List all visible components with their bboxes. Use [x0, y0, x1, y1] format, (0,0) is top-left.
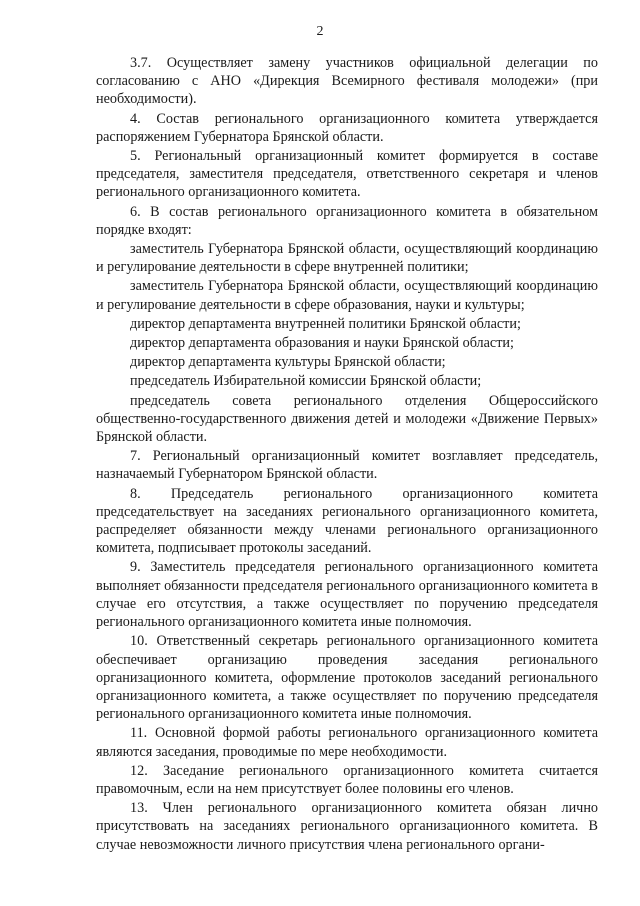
paragraph-5: 5. Региональный организационный комитет формируется в составе председателя, заместителя председателя, ответственного секретаря и членов регионального организационного комитета.: [96, 148, 598, 201]
list-item-deputy-governor-education: заместитель Губернатора Брянской области, осуществляющий координацию и регулирование деятельности в сфере образования, науки и культуры;: [96, 278, 598, 313]
paragraph-8: 8. Председатель регионального организационного комитета председательствует на заседаниях регионального организационного комитета, распределяет обязанности между членами регионального организационного комитета, подписывает протоколы заседаний.: [96, 485, 598, 557]
paragraph-9: 9. Заместитель председателя регионального организационного комитета выполняет обязанности председателя регионального организационного комитета в случае его отсутствия, а также осуществляет по поручению председателя регионального организационного комитета иные полномочия.: [96, 559, 598, 631]
list-item-director-culture: директор департамента культуры Брянской области;: [130, 354, 446, 371]
paragraph-4: 4. Состав регионального организационного комитета утверждается распоряжением Губернатора Брянской области.: [96, 110, 598, 145]
document-body: [96, 54, 598, 855]
paragraph-10: 10. Ответственный секретарь регионального организационного комитета обеспечивает организацию проведения заседания регионального организационного комитета, оформление протоколов заседаний регионального организационного комитета, а также осуществляет по поручению председателя регионального организационного комитета иные полномочия.: [96, 633, 598, 723]
paragraph-7: 7. Региональный организационный комитет возглавляет председатель, назначаемый Губернатором Брянской области.: [96, 448, 598, 483]
list-item-movement-council: председатель совета регионального отделения Общероссийского общественно-государственного движения детей и молодежи «Движение Первых» Брянской области.: [96, 392, 598, 446]
paragraph-11: 11. Основной формой работы регионального организационного комитета являются заседания, проводимые по мере необходимости.: [96, 725, 598, 760]
list-item-director-education: директор департамента образования и науки Брянской области;: [130, 335, 514, 352]
paragraph-6: 6. В состав регионального организационного комитета в обязательном порядке входят:: [96, 203, 598, 238]
paragraph-12: 12. Заседание регионального организационного комитета считается правомочным, если на нем присутствует более половины его членов.: [96, 762, 598, 797]
list-item-election-commission: председатель Избирательной комиссии Брянской области;: [130, 373, 482, 390]
list-item-deputy-governor-internal: заместитель Губернатора Брянской области, осуществляющий координацию и регулирование деятельности в сфере внутренней политики;: [96, 241, 598, 276]
list-item-director-internal-policy: директор департамента внутренней политики Брянской области;: [130, 315, 521, 332]
paragraph-3-7: 3.7. Осуществляет замену участников официальной делегации по согласованию с АНО «Дирекция Всемирного фестиваля молодежи» (при необходимости).: [96, 55, 598, 108]
paragraph-13: 13. Член регионального организационного комитета обязан лично присутствовать на заседаниях регионального организационного комитета. В случае невозможности личного присутствия члена регионального органи-: [96, 800, 598, 853]
page-number: 2: [316, 24, 324, 39]
